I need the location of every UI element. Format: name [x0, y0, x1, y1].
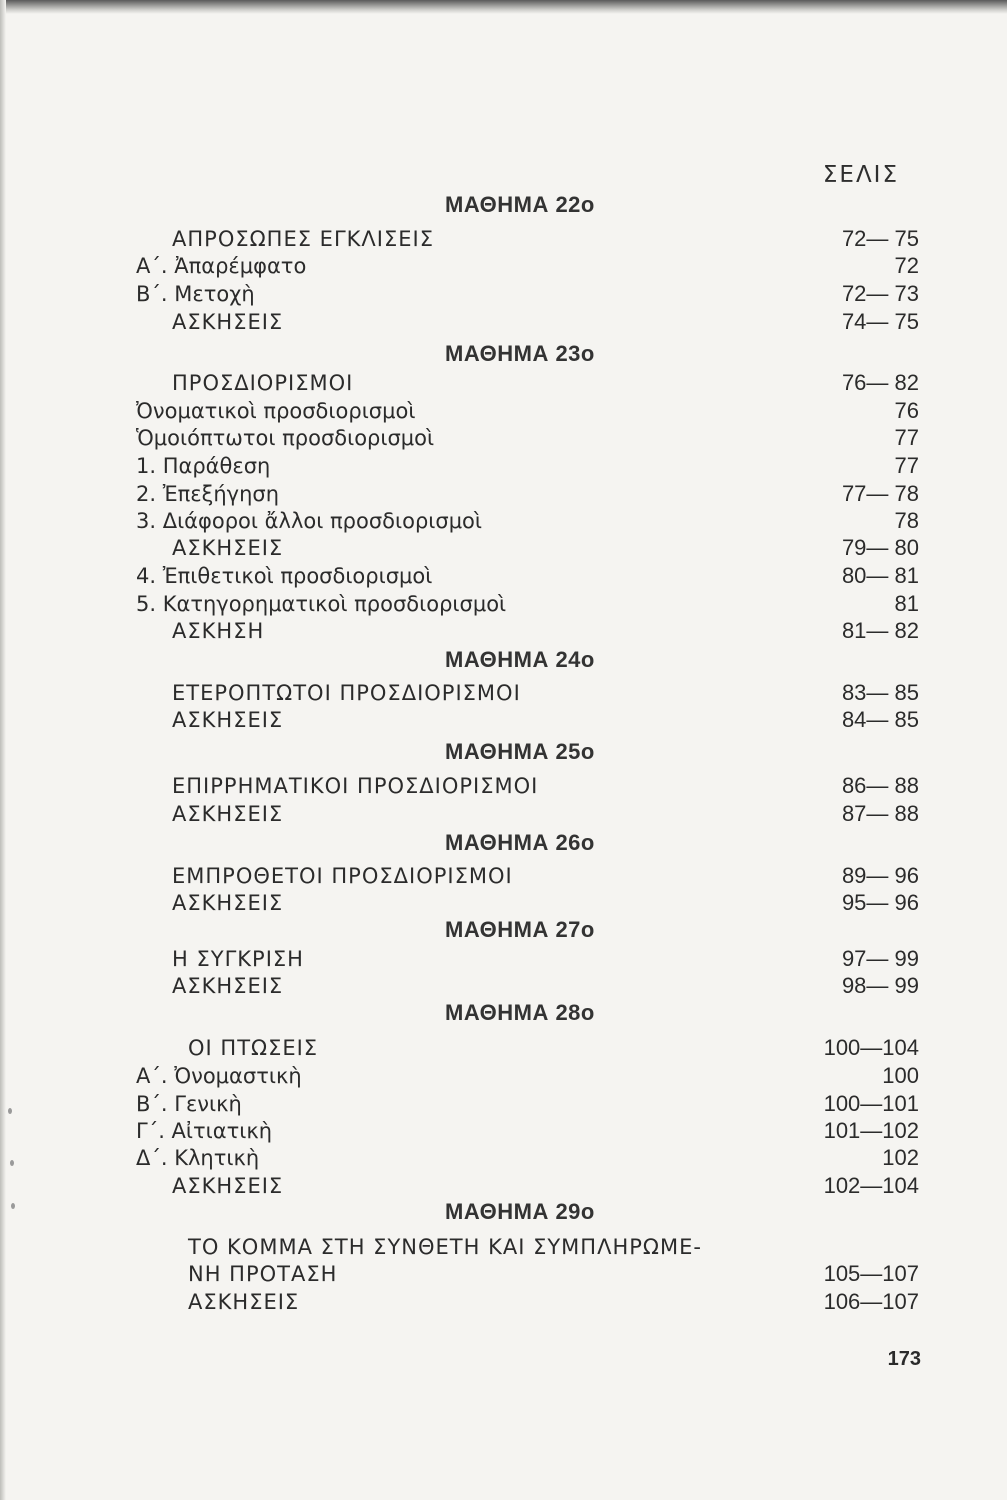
toc-entry — [0, 679, 1007, 707]
toc-entry — [0, 1260, 1007, 1288]
entry-label: ΠΡΟΣΔΙΟΡΙΣΜΟΙ — [172, 371, 354, 395]
entry-label: ΑΣΚΗΣΕΙΣ — [172, 974, 284, 998]
entry-label: Ὁμοιόπτωτοι προσδιορισμοὶ — [136, 426, 435, 450]
lesson-heading: ΜΑΘΗΜΑ 22ο — [445, 192, 595, 217]
toc-entry — [0, 972, 1007, 1000]
toc-entry — [0, 1062, 1007, 1090]
toc-entry — [0, 862, 1007, 890]
entry-pages: 105—107 — [823, 1261, 919, 1286]
entry-pages: 86— 88 — [841, 773, 919, 798]
toc-entry — [0, 1117, 1007, 1145]
entry-label: ΑΣΚΗΣΕΙΣ — [172, 536, 284, 560]
entry-pages: 87— 88 — [841, 801, 919, 826]
entry-pages: 84— 85 — [841, 707, 919, 732]
entry-label: 2. Ἐπεξήγηση — [136, 482, 280, 506]
entry-pages: 80— 81 — [841, 563, 919, 588]
entry-label: Α΄. Ἀπαρέμφατο — [136, 254, 307, 278]
entry-label: Β΄. Μετοχὴ — [136, 282, 255, 306]
entry-pages: 98— 99 — [841, 973, 919, 998]
entry-pages: 72— 73 — [841, 281, 919, 306]
entry-label: ΕΤΕΡΟΠΤΩΤΟΙ ΠΡΟΣΔΙΟΡΙΣΜΟΙ — [172, 681, 521, 705]
toc-entry — [0, 424, 1007, 452]
toc-entry — [0, 800, 1007, 828]
lesson-heading: ΜΑΘΗΜΑ 24ο — [445, 647, 595, 672]
toc-entry — [0, 772, 1007, 800]
lesson-heading: ΜΑΘΗΜΑ 29ο — [445, 1199, 595, 1224]
entry-pages: 77 — [894, 425, 919, 450]
entry-pages: 100 — [882, 1063, 919, 1088]
toc-entry — [0, 617, 1007, 645]
toc-entry — [0, 308, 1007, 336]
entry-pages: 100—101 — [823, 1091, 919, 1116]
entry-pages: 76— 82 — [841, 370, 919, 395]
toc-entry — [0, 534, 1007, 562]
entry-pages: 97— 99 — [841, 946, 919, 971]
entry-label: Β΄. Γενικὴ — [136, 1092, 242, 1116]
entry-pages: 79— 80 — [841, 535, 919, 560]
entry-pages: 81— 82 — [841, 618, 919, 643]
toc-entry — [0, 562, 1007, 590]
scan-top-edge — [0, 0, 1007, 14]
toc-entry — [0, 280, 1007, 308]
entry-pages: 78 — [894, 508, 919, 533]
entry-pages: 81 — [894, 591, 919, 616]
entry-label: ΕΜΠΡΟΘΕΤΟΙ ΠΡΟΣΔΙΟΡΙΣΜΟΙ — [172, 864, 513, 888]
toc-entry — [0, 1288, 1007, 1316]
page-number: 173 — [887, 1348, 921, 1370]
toc-entry — [0, 706, 1007, 734]
toc-entry — [0, 1144, 1007, 1172]
toc-entry — [0, 369, 1007, 397]
entry-label: ΑΣΚΗΣΕΙΣ — [172, 1174, 284, 1198]
entry-pages: 95— 96 — [841, 890, 919, 915]
entry-pages: 83— 85 — [841, 680, 919, 705]
entry-pages: 77 — [894, 453, 919, 478]
entry-label: ΝΗ ΠΡΟΤΑΣΗ — [188, 1262, 338, 1286]
toc-entry — [0, 1172, 1007, 1200]
entry-pages: 74— 75 — [841, 309, 919, 334]
entry-label: Η ΣΥΓΚΡΙΣΗ — [172, 947, 304, 971]
entry-pages: 102—104 — [823, 1173, 919, 1198]
toc-entry — [0, 507, 1007, 535]
entry-label: ΑΣΚΗΣΕΙΣ — [172, 310, 284, 334]
entry-label: ΑΣΚΗΣΗ — [172, 619, 265, 643]
toc-entry — [0, 397, 1007, 425]
entry-pages: 89— 96 — [841, 863, 919, 888]
toc-entry — [0, 480, 1007, 508]
entry-label: ΑΣΚΗΣΕΙΣ — [172, 891, 284, 915]
toc-entry — [0, 1090, 1007, 1118]
entry-label: 1. Παράθεση — [136, 454, 271, 478]
toc-entry — [0, 225, 1007, 253]
toc-entry — [0, 252, 1007, 280]
page-column-header: ΣΕΛΙΣ — [822, 162, 899, 188]
toc-entry — [0, 1233, 1007, 1261]
entry-label: ΑΣΚΗΣΕΙΣ — [188, 1290, 300, 1314]
lesson-heading: ΜΑΘΗΜΑ 25ο — [445, 739, 595, 764]
entry-label: Ὀνοματικοὶ προσδιορισμοὶ — [136, 399, 416, 423]
lesson-heading: ΜΑΘΗΜΑ 28ο — [445, 1000, 595, 1025]
entry-label: 3. Διάφοροι ἄλλοι προσδιορισμοὶ — [136, 509, 483, 533]
entry-label: ΑΣΚΗΣΕΙΣ — [172, 802, 284, 826]
entry-label: Α΄. Ὀνομαστικὴ — [136, 1064, 302, 1088]
entry-label: 5. Κατηγορηματικοὶ προσδιορισμοὶ — [136, 592, 507, 616]
entry-pages: 102 — [882, 1145, 919, 1170]
toc-entry — [0, 889, 1007, 917]
entry-pages: 106—107 — [823, 1289, 919, 1314]
entry-label: ΑΠΡΟΣΩΠΕΣ ΕΓΚΛΙΣΕΙΣ — [172, 227, 434, 251]
entry-pages: 77— 78 — [841, 481, 919, 506]
entry-pages: 72— 75 — [841, 226, 919, 251]
lesson-heading: ΜΑΘΗΜΑ 23ο — [445, 341, 595, 366]
toc-entry — [0, 590, 1007, 618]
lesson-heading: ΜΑΘΗΜΑ 26ο — [445, 830, 595, 855]
entry-pages: 72 — [894, 253, 919, 278]
entry-pages: 100—104 — [823, 1035, 919, 1060]
toc-entry — [0, 945, 1007, 973]
entry-pages: 101—102 — [823, 1118, 919, 1143]
entry-pages: 76 — [894, 398, 919, 423]
entry-label: ΤΟ ΚΟΜΜΑ ΣΤΗ ΣΥΝΘΕΤΗ ΚΑΙ ΣΥΜΠΛΗΡΩΜΕ- — [188, 1235, 702, 1259]
entry-label: ΟΙ ΠΤΩΣΕΙΣ — [188, 1036, 319, 1060]
entry-label: Δ΄. Κλητικὴ — [136, 1146, 260, 1170]
entry-label: ΑΣΚΗΣΕΙΣ — [172, 708, 284, 732]
entry-label: ΕΠΙΡΡΗΜΑΤΙΚΟΙ ΠΡΟΣΔΙΟΡΙΣΜΟΙ — [172, 774, 539, 798]
lesson-heading: ΜΑΘΗΜΑ 27ο — [445, 917, 595, 942]
toc-entry — [0, 452, 1007, 480]
toc-entry — [0, 1034, 1007, 1062]
entry-label: 4. Ἐπιθετικοὶ προσδιορισμοὶ — [136, 564, 433, 588]
entry-label: Γ΄. Αἰτιατικὴ — [136, 1119, 273, 1143]
